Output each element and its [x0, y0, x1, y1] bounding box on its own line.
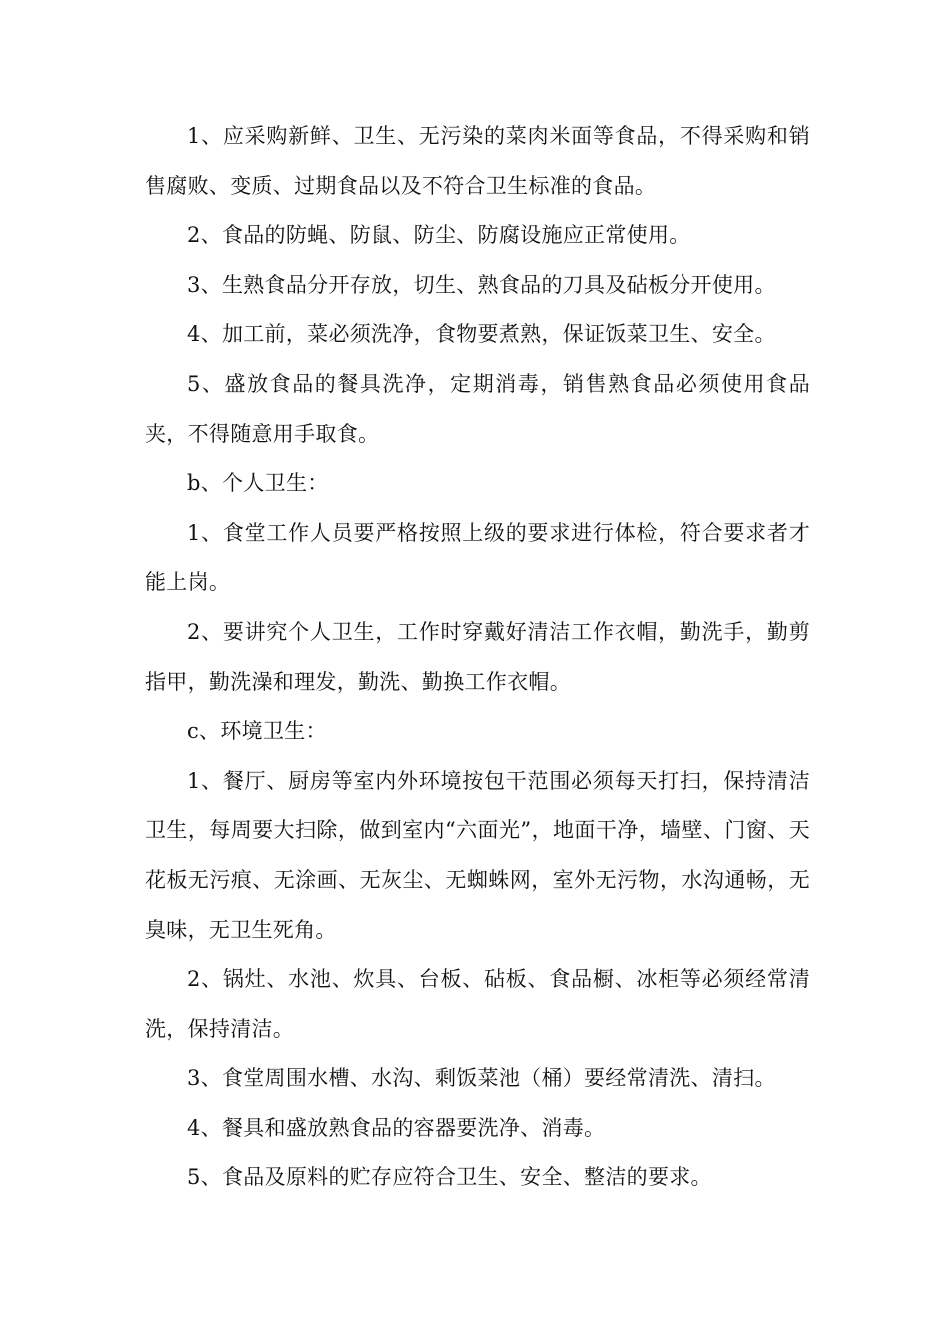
paragraph-processing: 4、加工前，菜必须洗净，食物要煮熟，保证饭菜卫生、安全。	[187, 322, 776, 347]
paragraph-storage: 5、食品及原料的贮存应符合卫生、安全、整洁的要求。	[187, 1165, 712, 1190]
paragraph-personal-cleanliness: 2、要讲究个人卫生，工作时穿戴好清洁工作衣帽，勤洗手，勤剪指甲，勤洗澡和理发，勤洗、勤换工作衣帽。	[145, 619, 810, 694]
paragraph-container-disinfection: 4、餐具和盛放熟食品的容器要洗净、消毒。	[187, 1115, 606, 1140]
paragraph-tableware: 5、盛放食品的餐具洗净，定期消毒，销售熟食品必须使用食品夹，不得随意用手取食。	[145, 371, 810, 446]
paragraph-pest-prevention: 2、食品的防蝇、防鼠、防尘、防腐设施应正常使用。	[187, 223, 691, 248]
paragraph-daily-cleaning: 1、餐厅、厨房等室内外环境按包干范围必须每天打扫，保持清洁卫生，每周要大扫除，做到室内“六面光”，地面干净，墙壁、门窗、天花板无污痕、无涂画、无灰尘、无蜘蛛网，室外无污物，水沟通畅，无臭味，无卫生死角。	[145, 768, 810, 942]
paragraph-raw-cooked-separation: 3、生熟食品分开存放，切生、熟食品的刀具及砧板分开使用。	[187, 272, 776, 297]
paragraph-food-purchase: 1、应采购新鲜、卫生、无污染的菜肉米面等食品，不得采购和销售腐败、变质、过期食品以及不符合卫生标准的食品。	[145, 124, 810, 198]
section-heading-environment-hygiene: c、环境卫生：	[187, 719, 327, 744]
section-heading-personal-hygiene: b、个人卫生：	[187, 471, 329, 496]
paragraph-surroundings-cleaning: 3、食堂周围水槽、水沟、剩饭菜池（桶）要经常清洗、清扫。	[187, 1066, 776, 1091]
document-page	[145, 112, 810, 1203]
paragraph-health-check: 1、食堂工作人员要严格按照上级的要求进行体检，符合要求者才能上岗。	[145, 520, 810, 595]
paragraph-equipment-cleaning: 2、锅灶、水池、炊具、台板、砧板、食品橱、冰柜等必须经常清洗，保持清洁。	[145, 967, 810, 1041]
